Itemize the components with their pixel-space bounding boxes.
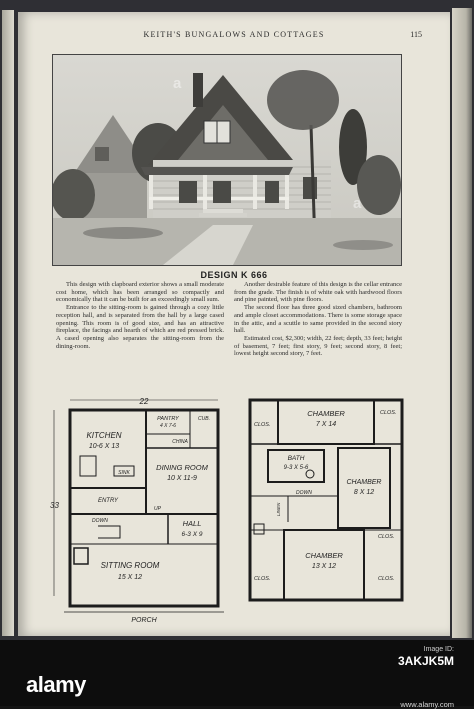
description-column-left [56,281,224,350]
room-size-pantry: 4 X 7-6 [159,423,177,429]
description-column-right [234,281,402,358]
closet-label: CLOS. [254,576,271,582]
previous-page-edge [2,10,14,636]
page-number: 115 [410,30,422,39]
closet-label: CLOS. [254,422,271,428]
depth-dimension: 33 [50,501,59,510]
room-label-dining: DINING ROOM [156,463,208,472]
design-title: DESIGN K 666 [200,270,268,280]
room-label-entry: ENTRY [97,498,119,504]
room-label-porch: PORCH [131,617,157,624]
first-floor-plan [50,396,228,626]
room-label-china: CHINA [172,439,188,445]
second-floor-drawing [240,396,414,606]
closet-label: CLOS. [378,576,395,582]
room-label-bath: BATH [287,455,305,462]
room-size-dining: 10 X 11-9 [167,475,197,482]
image-id-block [398,646,454,709]
second-floor-plan [240,396,414,606]
room-label-chamber: CHAMBER [346,479,382,486]
image-id-value: 3AKJK5M [397,654,454,668]
house-photograph [52,54,402,266]
paragraph: Another desirable feature of this design is the cellar entrance from the grade. The finish is of white oak with hardwood floors and pine painted, with pine floors. [234,281,402,304]
stock-url-link[interactable]: www.alamy.com [400,700,454,709]
watermark-glyph: a [353,195,362,212]
watermark-glyph: a [173,75,182,92]
linen-closet-label: LINEN [276,502,281,516]
room-size-hall: 6-3 X 9 [181,531,203,538]
stock-footer [0,640,474,709]
width-dimension: 22 [139,397,149,406]
room-label-pantry: PANTRY [157,416,179,422]
room-label-kitchen: KITCHEN [86,431,122,440]
room-size-chamber: 13 X 12 [311,563,337,570]
first-floor-drawing [50,396,228,626]
room-size-kitchen: 10-6 X 13 [88,443,120,450]
image-id-label: Image ID: [423,646,454,653]
closet-label: CLOS. [378,534,395,540]
house-illustration [53,55,401,265]
room-label-sitting: SITTING ROOM [100,561,160,570]
room-label-cupboard: CUB. [198,416,210,422]
paragraph: The second floor has three good sized chambers, bathroom and ample closet accommodations. There is some storage space in the attic, and a scuttle to same provided in the second story hall. [234,304,402,335]
book-page [18,12,450,636]
room-size-chamber: 8 X 12 [353,489,375,496]
paragraph: This design with clapboard exterior shows a small moderate cost home, which has been arranged so compactly and economically that it can be built for an exceedingly small sum. [56,281,224,304]
running-head: KEITH'S BUNGALOWS AND COTTAGES [143,30,325,39]
room-size-chamber: 7 X 14 [315,421,337,428]
stair-label-up: UP [154,506,161,512]
room-size-bath: 9-3 X 5-6 [283,465,309,471]
stair-label-down: DOWN [296,490,312,496]
stock-logo[interactable]: alamy [26,672,86,697]
room-size-sitting: 15 X 12 [117,574,143,581]
closet-label: CLOS. [380,410,397,416]
paragraph: Estimated cost, $2,300; width, 22 feet; depth, 33 feet; height of basement, 7 feet; first story, 9 feet; second story, 8 feet; lowest height second story, 7 feet. [234,334,402,358]
room-label-sink: SINK [118,470,130,476]
room-label-chamber: CHAMBER [305,551,343,560]
room-label-chamber: CHAMBER [307,409,345,418]
room-label-hall: HALL [182,519,202,528]
page-stack-edge [452,8,472,638]
stair-label-down: DOWN [92,518,108,524]
paragraph: Entrance to the sitting-room is gained through a cozy little reception hall, and is separated from the hall by a large cased opening. This room is of good size, and has an attractive fireplace, the facings and hearth of which are red pressed brick. A cased opening also separates the sitting-room from the dining-room. [56,304,224,350]
